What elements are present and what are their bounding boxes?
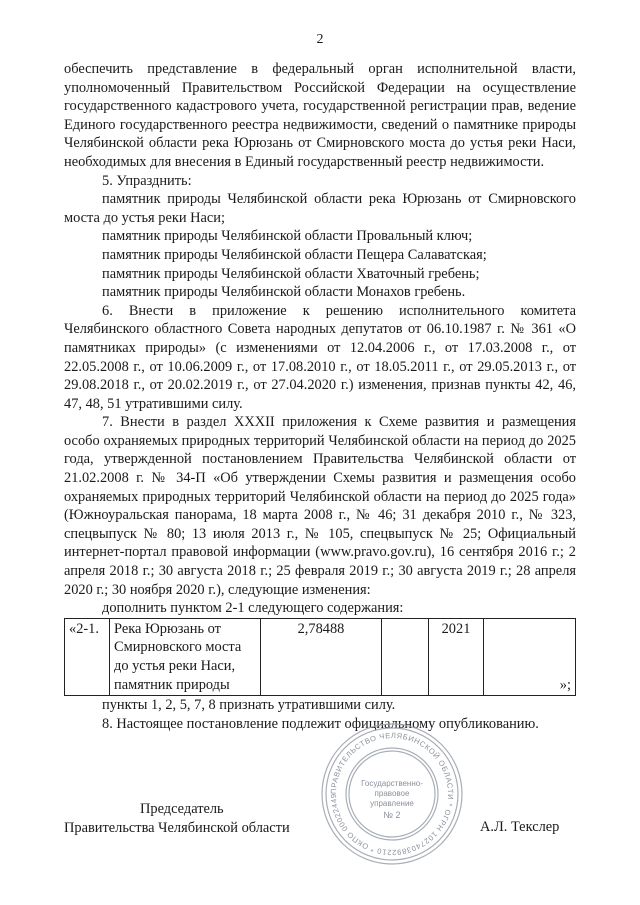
page-number: 2 xyxy=(316,32,324,47)
table-cell: 2021 xyxy=(429,618,484,695)
paragraph-item-5: 5. Упразднить: xyxy=(102,172,192,189)
table-cell: Река Юрюзань от Смирновского моста до устья реки Наси, памятник природы xyxy=(110,618,261,695)
official-seal-stamp xyxy=(318,720,466,868)
paragraph-item-8: 8. Настоящее постановление подлежит официальному опубликованию. xyxy=(102,715,539,732)
svg-text:управление: управление xyxy=(370,799,414,808)
list-item: памятник природы Челябинской области Монахов гребень. xyxy=(102,284,466,301)
amendment-table xyxy=(64,618,576,696)
paragraph-item-6: 6. Внести в приложение к решению исполнительного комитета Челябинского областного Совета народных депутатов от 06.10.1987 г. № 361 «О памятниках природы» (с изменениями от 12.04.2006 г., от 17.03.2008 г., от 22.05.2008 г., от 10.06.2009 г., от 17.08.2010 г., от 18.05.2011 г., от 29.05.2013 г., от 29.08.2018 г., от 20.02.2019 г., от 27.04.2020 г.) изменения, признав пункты 42, 46, 47, 48, 51 утратившими силу. xyxy=(64,302,576,412)
paragraph-item-7: 7. Внести в раздел XXXII приложения к Схеме развития и размещения особо охраняемых природных территорий Челябинской области на период до 2025 года, утвержденной постановлением Правительства Челябинской области от 21.02.2008 г. № 34-П «Об утверждении Схемы развития и размещения особо охраняемых природных территорий Челябинской области на период до 2025 года» (Южноуральская панорама, 18 марта 2008 г., № 46; 31 декабря 2010 г., № 323, спецвыпуск № 80; 13 июля 2013 г., № 105, спецвыпуск № 25; Официальный интернет-портал правовой информации (www.pravo.gov.ru), 16 сентября 2016 г.; 2 апреля 2018 г.; 30 августа 2018 г.; 25 февраля 2019 г.; 30 августа 2019 г.; 28 апреля 2020 г.; 30 ноября 2020 г.), следующие изменения: xyxy=(64,414,576,598)
svg-text:ПРАВИТЕЛЬСТВО ЧЕЛЯБИНСКОЙ ОБЛА: ПРАВИТЕЛЬСТВО ЧЕЛЯБИНСКОЙ ОБЛАСТИ * ОГРН 1027403892210 * ОКПО 00022449 xyxy=(328,730,456,858)
signatory-organization: Правительства Челябинской области xyxy=(64,819,290,836)
signatory-position: Председатель xyxy=(140,801,224,817)
paragraph-add-point: дополнить пунктом 2-1 следующего содержания: xyxy=(102,600,404,617)
table-cell: »; xyxy=(484,618,576,695)
table-row xyxy=(65,618,576,695)
paragraph-after-table: пункты 1, 2, 5, 7, 8 признать утратившими силу. xyxy=(102,697,396,714)
table-cell: «2-1. xyxy=(65,618,110,695)
document-body xyxy=(64,60,576,733)
signatory-name: А.Л. Текслер xyxy=(480,819,560,835)
list-item: памятник природы Челябинской области река Юрюзань от Смирновского моста до устья реки Наси; xyxy=(64,191,576,226)
svg-text:правовое: правовое xyxy=(374,789,410,798)
table-cell: 2,78488 xyxy=(261,618,382,695)
svg-text:Государственно-: Государственно- xyxy=(361,779,423,788)
list-item: памятник природы Челябинской области Провальный ключ; xyxy=(102,228,473,245)
table-cell xyxy=(382,618,429,695)
paragraph-continuation: обеспечить представление в федеральный орган исполнительной власти, уполномоченный Правительством Российской Федерации на осуществление государственного кадастрового учета, государственной регистрации прав, ведение Единого государственного реестра недвижимости, сведений о памятнике природы Челябинской области река Юрюзань от Смирновского моста до устья реки Наси, необходимых для внесения в Единый государственный реестр недвижимости. xyxy=(64,61,576,170)
list-item: памятник природы Челябинской области Пещера Салаватская; xyxy=(102,246,487,263)
svg-text:№ 2: № 2 xyxy=(383,810,401,820)
signature-title xyxy=(64,800,324,837)
list-item: памятник природы Челябинской области Хваточный гребень; xyxy=(102,265,480,282)
